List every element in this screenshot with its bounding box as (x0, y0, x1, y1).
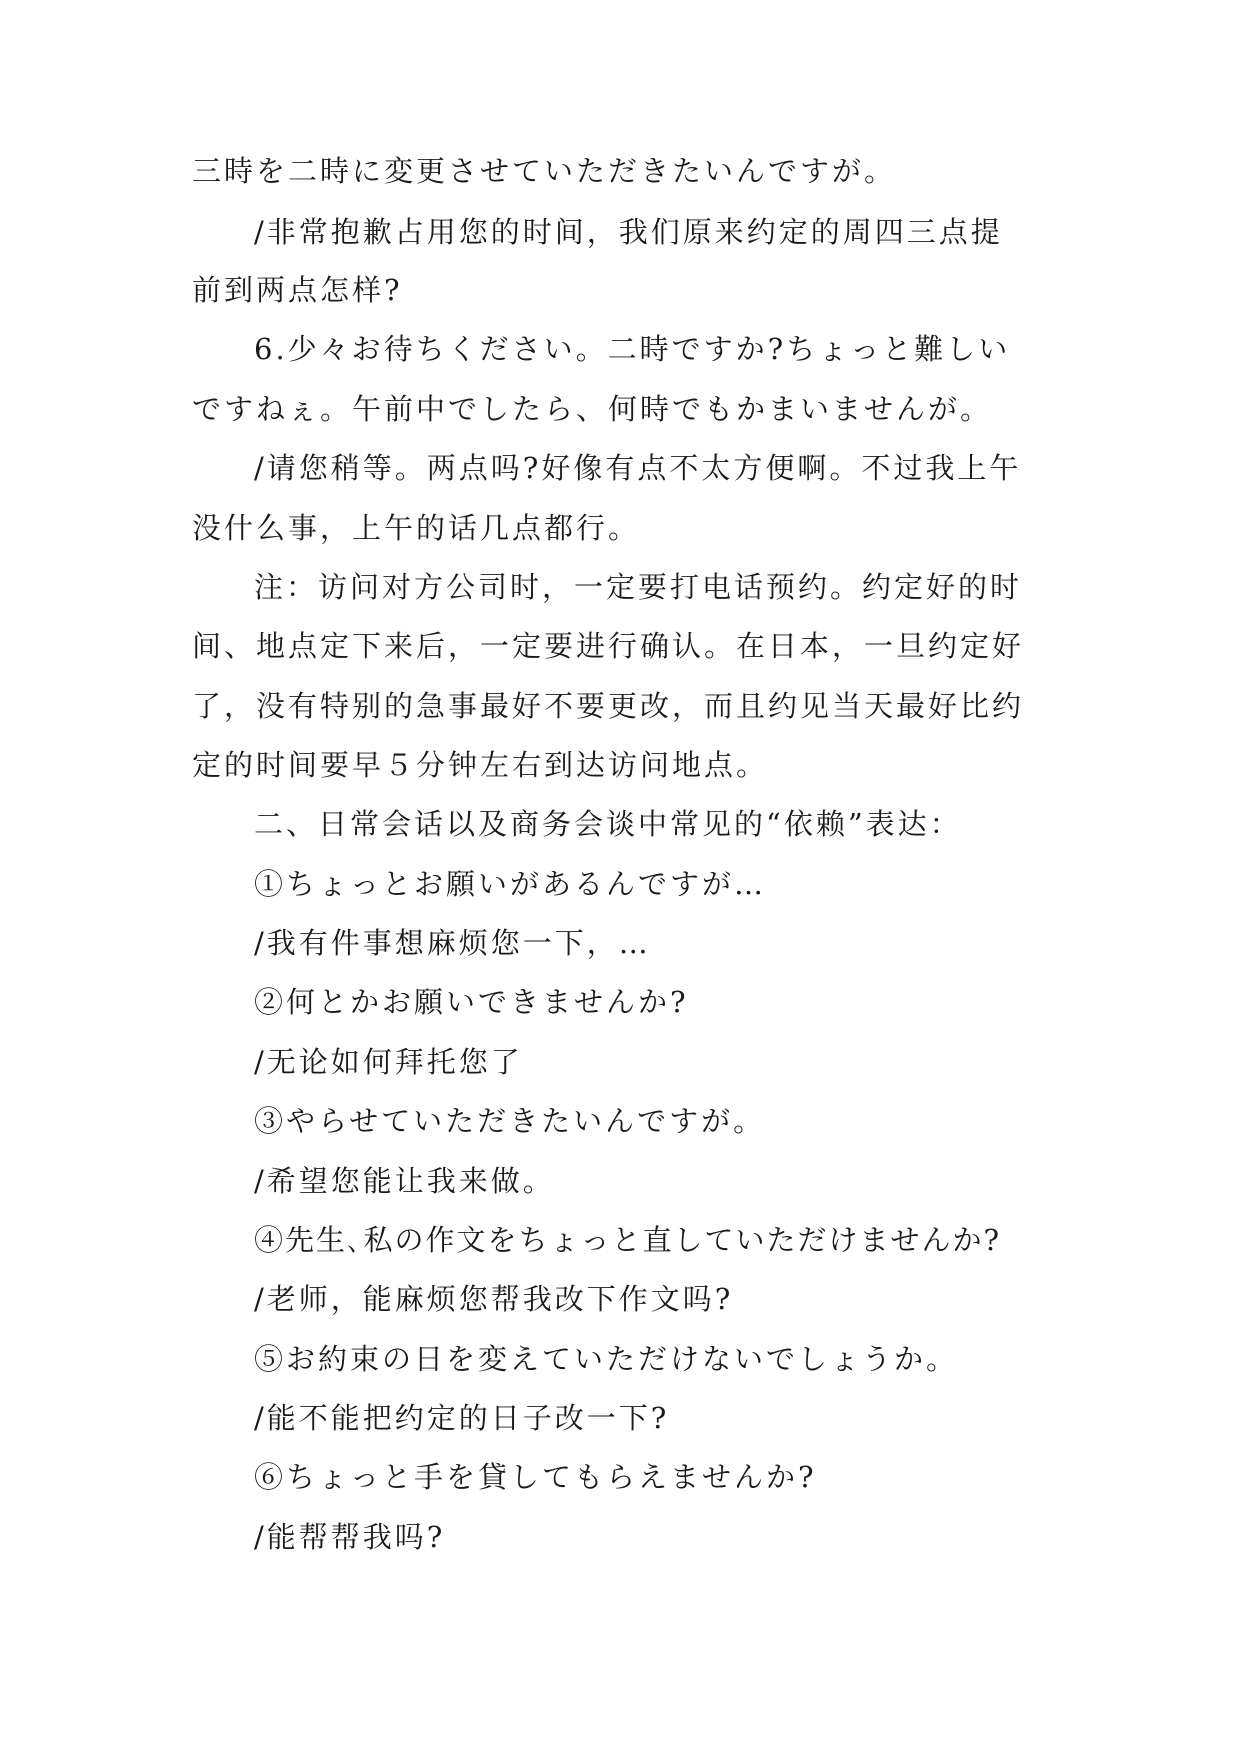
list-item-translation: /我有件事想麻烦您一下，… (254, 926, 651, 960)
text-line: /请您稍等。两点吗?好像有点不太方便啊。不过我上午 (254, 451, 1022, 485)
text-line: /非常抱歉占用您的时间，我们原来约定的周四三点提 (254, 215, 1003, 249)
text-line: 间、地点定下来后，一定要进行确认。在日本，一旦约定好 (192, 629, 1025, 663)
text-line: 了，没有特别的急事最好不要更改，而且约见当天最好比约 (192, 689, 1025, 723)
text-line: ですねぇ。午前中でしたら、何時でもかまいませんが。 (192, 392, 993, 426)
list-item: ⑤お約束の日を変えていただけないでしょうか。 (254, 1342, 959, 1376)
list-item: ③やらせていただきたいんですが。 (254, 1104, 766, 1138)
list-item-translation: /能帮帮我吗? (254, 1520, 446, 1554)
list-item-translation: /老师，能麻烦您帮我改下作文吗? (254, 1282, 734, 1316)
text-line: 6.少々お待ちください。二時ですか?ちょっと難しい (254, 332, 1011, 366)
section-heading: 二、日常会话以及商务会谈中常见的“依赖”表达： (254, 807, 962, 841)
list-item-translation: /无论如何拜托您了 (254, 1045, 523, 1079)
list-item-translation: /希望您能让我来做。 (254, 1164, 555, 1198)
list-item: ①ちょっとお願いがあるんですが… (254, 867, 767, 901)
text-line: 三時を二時に変更させていただきたいんですが。 (192, 154, 897, 188)
text-line: 前到两点怎样? (192, 273, 403, 307)
text-line: 没什么事，上午的话几点都行。 (192, 511, 641, 545)
list-item-translation: /能不能把约定的日子改一下? (254, 1401, 670, 1435)
text-line: 注：访问对方公司时，一定要打电话预约。约定好的时 (254, 570, 1023, 604)
list-item: ⑥ちょっと手を貸してもらえませんか? (254, 1460, 817, 1494)
text-line: 定的时间要早５分钟左右到达访问地点。 (192, 748, 769, 782)
list-item: ②何とかお願いできませんか? (254, 985, 689, 1019)
list-item: ④先生､私の作文をちょっと直していただけませんか? (254, 1223, 1002, 1257)
